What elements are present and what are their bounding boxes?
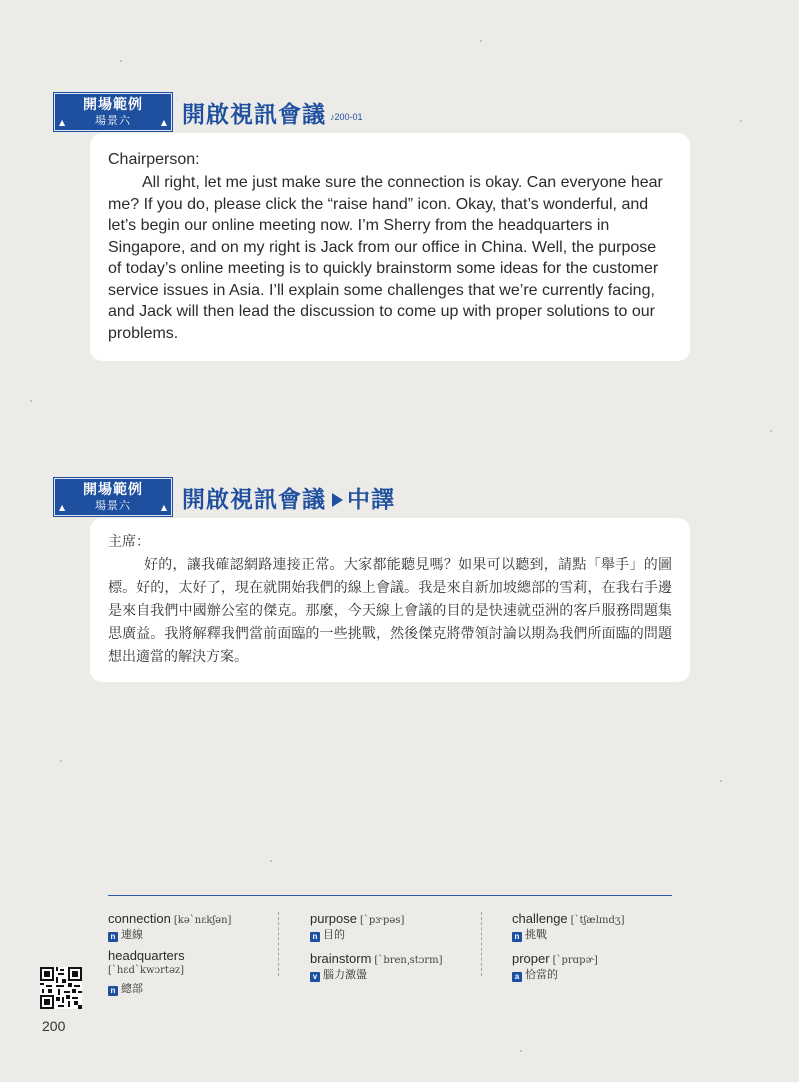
speaker-label: Chairperson: xyxy=(108,151,200,168)
badge-arrow-icon: ▲ xyxy=(59,118,66,127)
paper-speck xyxy=(270,860,272,862)
vocab-meaning: 總部 xyxy=(121,982,143,995)
page-number: 200 xyxy=(42,1018,66,1034)
vocab-word: proper xyxy=(512,951,550,966)
vocab-word: headquarters xyxy=(108,948,185,963)
part-of-speech-badge: n xyxy=(108,932,118,942)
section-header-translation xyxy=(54,477,395,517)
vocab-item xyxy=(512,908,692,942)
vocab-item xyxy=(108,908,288,942)
scene-badge xyxy=(54,478,172,516)
part-of-speech-badge: a xyxy=(512,972,522,982)
dialogue-card-english xyxy=(90,133,690,361)
vocab-meaning: 恰當的 xyxy=(525,968,558,981)
vocab-item xyxy=(108,948,288,996)
translation-label: 中譯 xyxy=(347,486,395,513)
part-of-speech-badge: n xyxy=(108,986,118,996)
badge-bottom-label: 場景六 xyxy=(95,114,131,127)
vocab-word: purpose xyxy=(310,911,357,926)
badge-bottom-label: 場景六 xyxy=(95,499,131,512)
vocab-column-divider xyxy=(278,912,279,976)
vocab-item xyxy=(310,948,490,982)
section-title xyxy=(182,481,395,514)
play-triangle-icon xyxy=(332,493,343,507)
vocab-phonetic: [kəˋnɛkʃən] xyxy=(173,915,232,926)
dialogue-text: All right, let me just make sure the connection is okay. Can everyone hear me? If you do, please click the “raise hand” icon. Okay, that’s wonderful, and let’s begin our online meeting now. I’m Sherry from the headquarters in Singapore, and on my right is Jack from our office in China. Well, the purpose of today’s online meeting is to quickly brainstorm some ideas for the customer service issues in Asia. I’ll explain some challenges that we’re currently facing, and Jack will then lead the discussion to come up with proper solutions to our problems. xyxy=(108,174,663,342)
vocab-column xyxy=(310,908,490,988)
vocab-meaning: 目的 xyxy=(323,928,345,941)
badge-top-label: 開場範例 xyxy=(83,97,143,113)
paper-speck xyxy=(740,120,742,122)
badge-arrow-icon: ▲ xyxy=(160,118,167,127)
part-of-speech-badge: n xyxy=(512,932,522,942)
paper-speck xyxy=(770,430,772,432)
vocab-phonetic: [ˋtʃælɪndʒ] xyxy=(570,915,625,926)
vocab-meaning: 連線 xyxy=(121,928,143,941)
vocab-item xyxy=(512,948,692,982)
vocab-item xyxy=(310,908,490,942)
section-title-text: 開啟視訊會議 xyxy=(182,486,326,513)
paper-speck xyxy=(60,760,62,762)
paper-speck xyxy=(30,400,32,402)
paper-speck xyxy=(720,780,722,782)
vocab-word: connection xyxy=(108,911,171,926)
vocab-word: brainstorm xyxy=(310,951,372,966)
dialogue-text: 好的，讓我確認網路連接正常。大家都能聽見嗎？如果可以聽到，請點「舉手」的圖標。好的，太好了，現在就開始我們的線上會議。我是來自新加坡總部的雪莉，在我右手邊是來自我們中國辦公室的傑克。那麼，今天線上會議的目的是快速就亞洲的客戶服務問題集思廣益。我將解釋我們當前面臨的一些挑戰，然後傑克將帶領討論以期為我們所面臨的問題想出適當的解決方案。 xyxy=(108,557,672,665)
vocab-word: challenge xyxy=(512,911,568,926)
vocab-meaning: 挑戰 xyxy=(525,928,547,941)
part-of-speech-badge: v xyxy=(310,972,320,982)
paper-speck xyxy=(520,1050,522,1052)
part-of-speech-badge: n xyxy=(310,932,320,942)
section-title: 開啟視訊會議 xyxy=(182,101,326,128)
vocab-phonetic: [ˋpɝpəs] xyxy=(359,915,405,926)
paper-speck xyxy=(480,40,482,42)
scene-badge xyxy=(54,93,172,131)
vocab-column xyxy=(108,908,288,1002)
paper-speck xyxy=(120,60,122,62)
badge-arrow-icon: ▲ xyxy=(59,503,66,512)
dialogue-card-chinese xyxy=(90,518,690,682)
badge-arrow-icon: ▲ xyxy=(160,503,167,512)
section-header-english xyxy=(54,92,363,132)
vocab-column xyxy=(512,908,692,988)
vocab-phonetic: [ˋhɛdˋkwɔrtəz] xyxy=(108,965,185,976)
vocab-column-divider xyxy=(481,912,482,976)
vocab-phonetic: [ˋbren͵stɔrm] xyxy=(374,955,443,966)
vocab-meaning: 腦力激盪 xyxy=(323,968,367,981)
badge-top-label: 開場範例 xyxy=(83,482,143,498)
speaker-label: 主席： xyxy=(108,534,150,550)
vocab-phonetic: [ˋprɑpɚ] xyxy=(552,955,598,966)
qr-code-icon[interactable] xyxy=(40,967,82,1009)
audio-track-ref: ♪200-01 xyxy=(330,112,363,122)
vocab-divider-line xyxy=(108,895,672,896)
